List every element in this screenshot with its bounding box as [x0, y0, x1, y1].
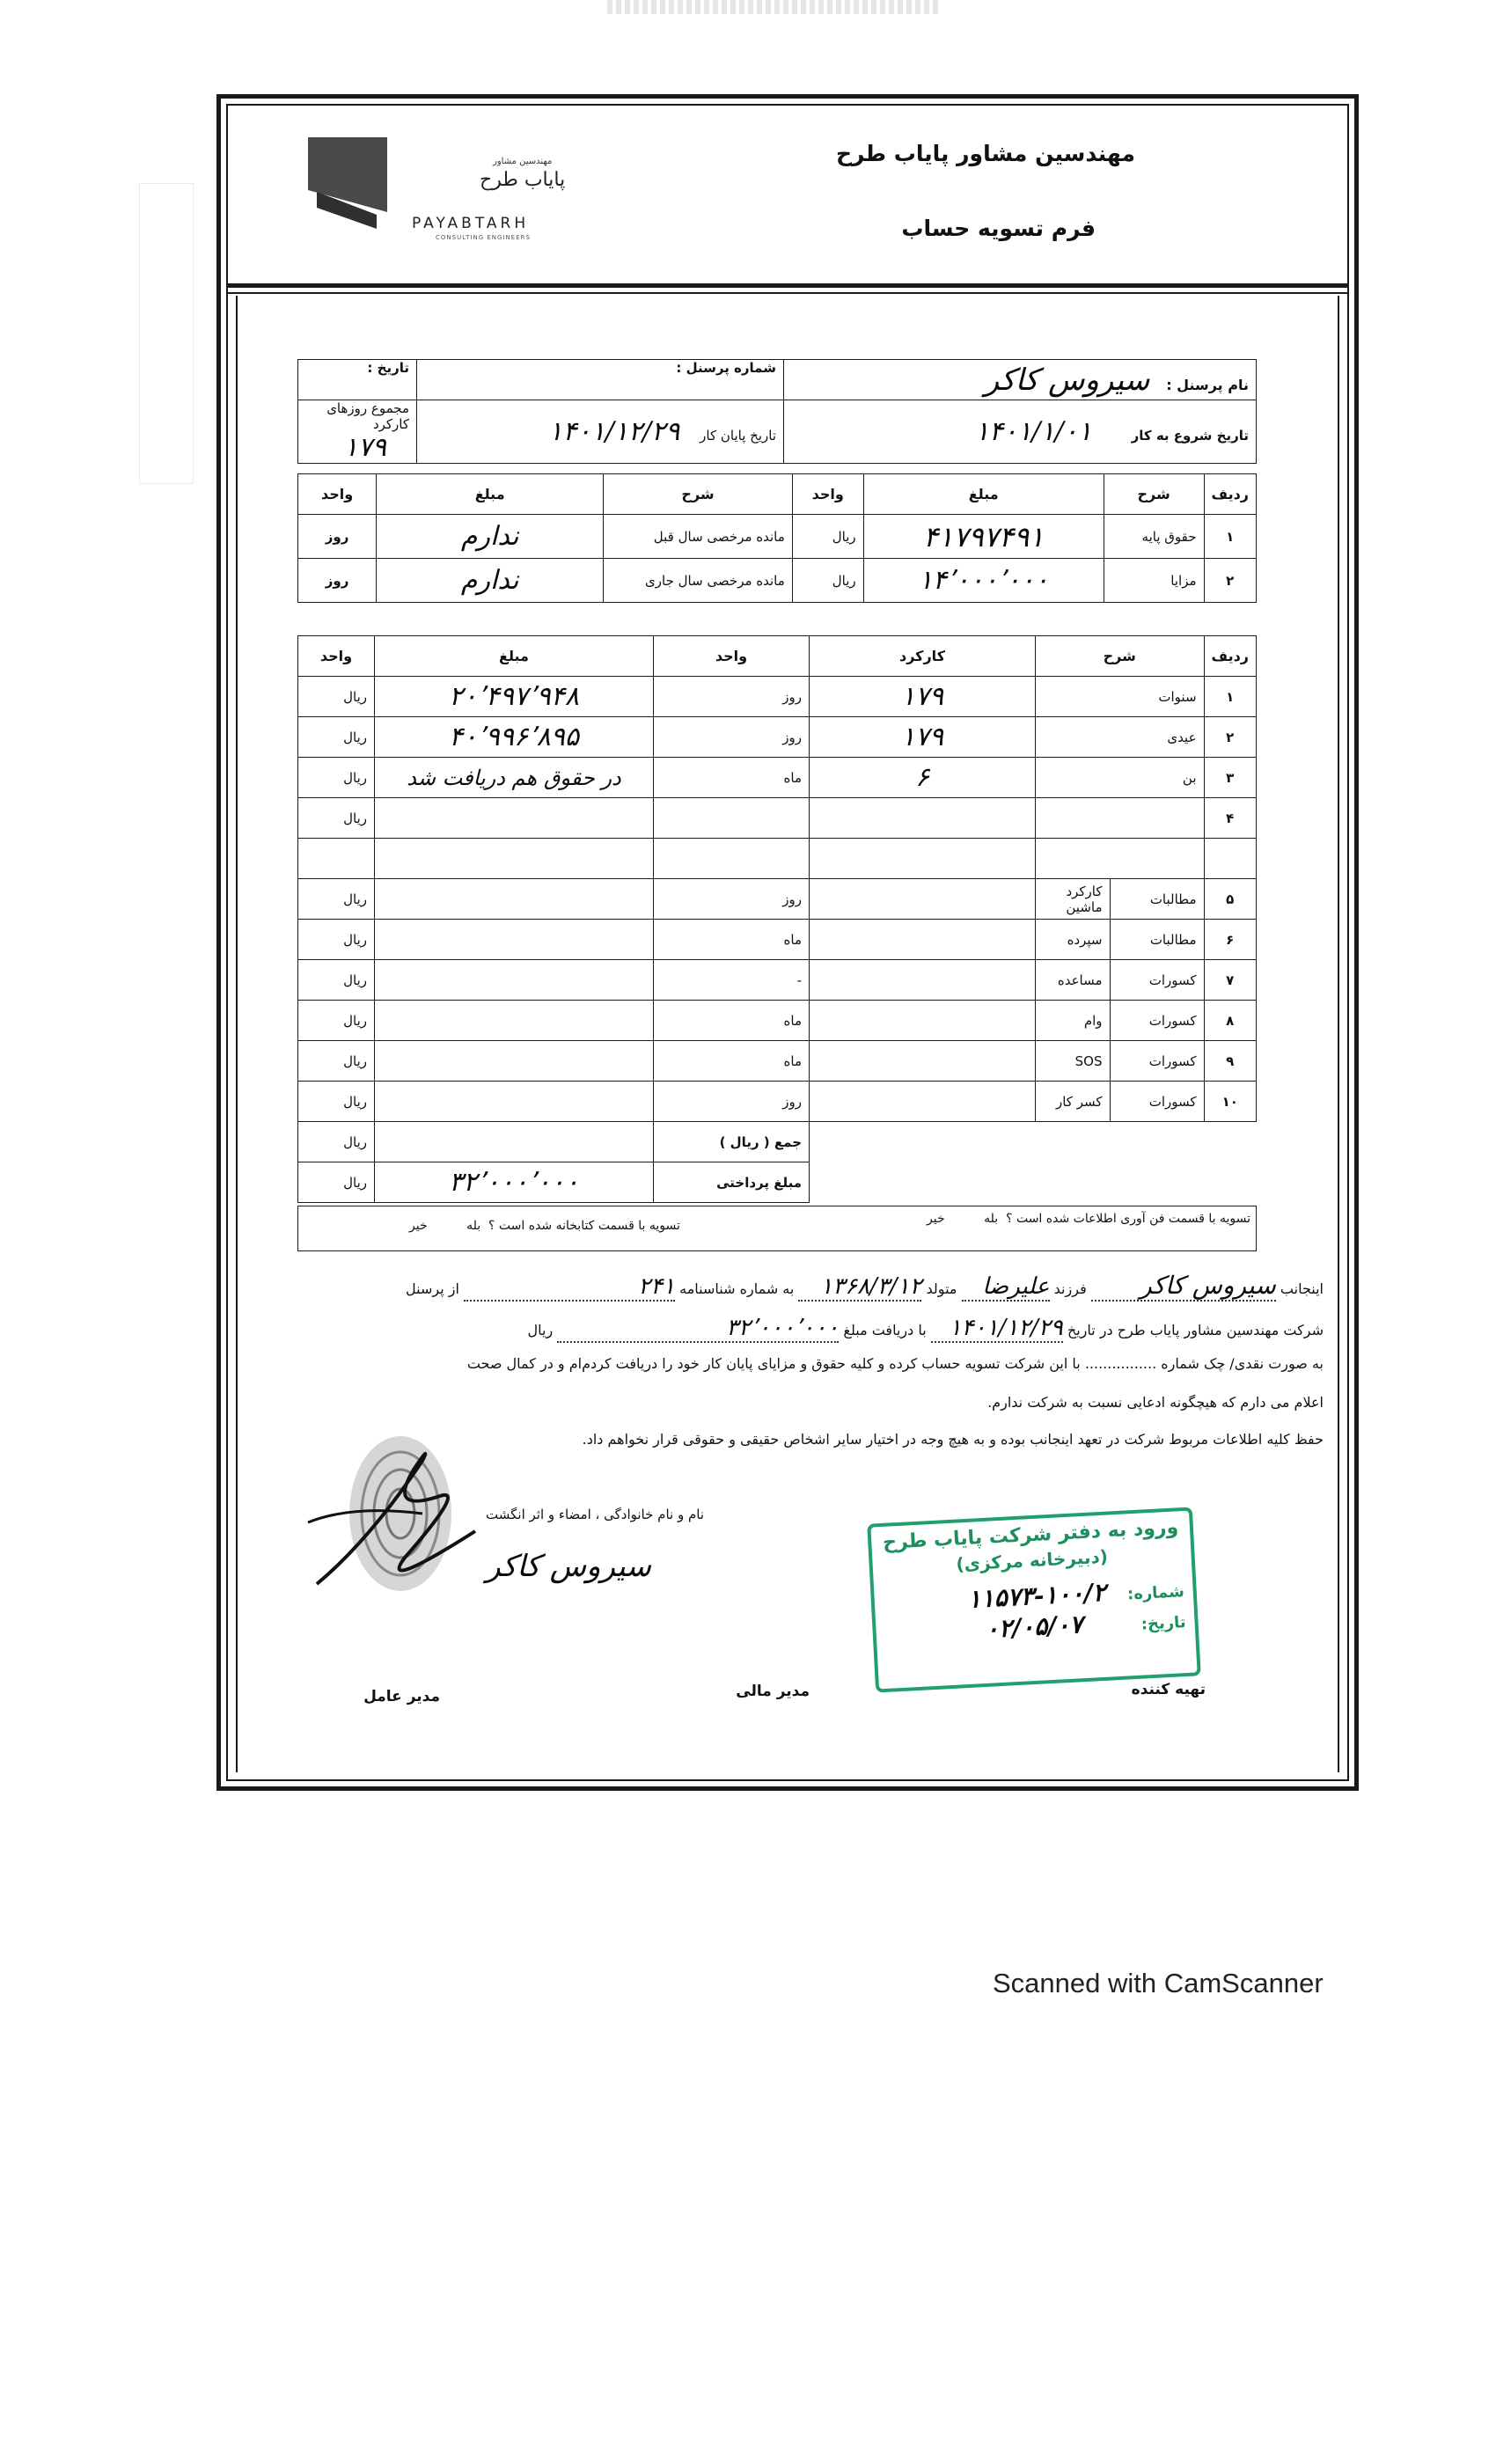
row-desc: [1036, 798, 1205, 839]
row-work: ۱۷۹: [810, 677, 1036, 717]
end-cell: [417, 400, 784, 464]
row-amount: ۲۰٬۴۹۷٬۹۴۸: [375, 677, 654, 717]
row-desc: حقوق پایه: [1104, 515, 1204, 559]
t1-header-row-no: ردیف: [1204, 474, 1256, 515]
row-desc: [1036, 839, 1205, 879]
row-cur: ریال: [298, 758, 375, 798]
row-work: [810, 1041, 1036, 1082]
pay-amount: ۳۲٬۰۰۰٬۰۰۰: [375, 1162, 654, 1203]
settlement-checks: [297, 1206, 1257, 1251]
row-cur: ریال: [298, 1001, 375, 1041]
decl-name: سیروس کاکر: [1091, 1271, 1276, 1302]
row-number: ۵: [1204, 879, 1256, 920]
t1-header-unit2: واحد: [298, 474, 377, 515]
scan-artifact-top: [607, 0, 942, 14]
row-amount: [375, 1082, 654, 1122]
row-amount: [375, 960, 654, 1001]
row-cur: ریال: [298, 717, 375, 758]
row-amount: [375, 879, 654, 920]
decl-l2-c: ریال: [527, 1322, 554, 1338]
decl-line-3: به صورت نقدی/ چک شماره ................ با این شرکت تسویه حساب کرده و کلیه حقوق و مزایای پایان کار خود را دریافت کردم‌ام و در کمال صحت: [466, 1355, 1324, 1372]
row-unit: ماه: [654, 1001, 810, 1041]
decl-l1-d: به شماره شناسنامه: [679, 1280, 795, 1297]
company-logo: [308, 134, 598, 248]
table-row: [298, 920, 1257, 960]
row-desc2: سپرده: [1036, 920, 1111, 960]
stamp-date-value: ۰۲/۰۵/۰۷: [985, 1610, 1084, 1644]
table-row: [298, 515, 1257, 559]
row-desc2: SOS: [1036, 1041, 1111, 1082]
decl-l2-a: شرکت مهندسین مشاور پایاب طرح در تاریخ: [1067, 1322, 1324, 1338]
sum-row: [298, 1122, 1257, 1162]
t2-header-row-no: ردیف: [1204, 636, 1256, 677]
t1-header-desc: شرح: [1104, 474, 1204, 515]
finance-manager-label: مدیر مالی: [736, 1683, 810, 1700]
decl-amount: ۳۲٬۰۰۰٬۰۰۰: [557, 1315, 839, 1343]
decl-l1-b: فرزند: [1053, 1280, 1087, 1297]
row-number: ۳: [1204, 758, 1256, 798]
row-desc: کسورات: [1110, 1082, 1204, 1122]
total-days-label: مجموع روزهای کارکرد: [326, 400, 409, 432]
sign-label: نام و نام خانوادگی ، امضاء و اثر انگشت: [486, 1507, 704, 1522]
stamp-line2: (دبیرخانه مرکزی): [955, 1545, 1109, 1575]
table-row: [298, 758, 1257, 798]
row-number: ۲: [1204, 559, 1256, 603]
sum-cur: ریال: [298, 1122, 375, 1162]
row-number: ۶: [1204, 920, 1256, 960]
total-days-value: ۱۷۹: [343, 432, 386, 463]
t2-header-cur: واحد: [298, 636, 375, 677]
row-cur: ریال: [298, 879, 375, 920]
logo-fa-top: مهندسین مشاور: [493, 157, 553, 166]
row-unit: ریال: [792, 559, 863, 603]
decl-id: ۲۴۱: [464, 1273, 675, 1302]
row-number: [1204, 839, 1256, 879]
row-unit2: روز: [298, 515, 377, 559]
personnel-no-label: شماره پرسنل :: [676, 360, 776, 376]
row-desc2: مساعده: [1036, 960, 1111, 1001]
row-number: ۷: [1204, 960, 1256, 1001]
camscanner-watermark: Scanned with CamScanner: [993, 1968, 1324, 1998]
row-work: [810, 879, 1036, 920]
company-name: مهندسین مشاور پایاب طرح: [835, 141, 1135, 166]
row-desc: کسورات: [1110, 1041, 1204, 1082]
t1-header-amount2: مبلغ: [377, 474, 604, 515]
lib-settle: تسویه با قسمت کتابخانه شده است ؟ بله خیر: [409, 1219, 680, 1233]
stamp-num-value: ۱۰۰/۲-۱۱۵۷۳: [966, 1577, 1107, 1614]
logo-fa: پایاب طرح: [480, 169, 566, 191]
row-cur: ریال: [298, 1041, 375, 1082]
t1-header-amount: مبلغ: [863, 474, 1104, 515]
preparer-label: تهیه کننده: [1131, 1681, 1206, 1698]
row-unit: [654, 798, 810, 839]
row-cur: ریال: [298, 798, 375, 839]
row-cur: ریال: [298, 677, 375, 717]
name-cell: [784, 360, 1257, 400]
t2-header-work: کارکرد: [810, 636, 1036, 677]
row-desc: کسورات: [1110, 1001, 1204, 1041]
t2-header-amount: مبلغ: [375, 636, 654, 677]
row-cur: ریال: [298, 920, 375, 960]
row-desc: بن: [1036, 758, 1205, 798]
row-work: [810, 960, 1036, 1001]
t2-header-unit: واحد: [654, 636, 810, 677]
table-row: [298, 960, 1257, 1001]
name-label: نام پرسنل :: [1166, 376, 1249, 393]
row-work: [810, 839, 1036, 879]
header-divider-thin: [226, 292, 1349, 294]
row-unit: ریال: [792, 515, 863, 559]
row-unit: ماه: [654, 920, 810, 960]
decl-l2-b: با دریافت مبلغ: [843, 1322, 927, 1338]
decl-line-2: [528, 1315, 1324, 1343]
decl-line-5: حفظ کلیه اطلاعات مربوط شرکت در تعهد اینجانب بوده و به هیچ وجه در اختیار سایر اشخاص حقیقی و حقوقی قرار نخواهم داد.: [582, 1431, 1324, 1448]
row-number: ۱: [1204, 515, 1256, 559]
row-unit2: روز: [298, 559, 377, 603]
sign-name: سیروس کاکر: [486, 1549, 651, 1584]
stamp-date-label: تاریخ:: [1140, 1613, 1187, 1634]
row-amount: ۴۱۷۹۷۴۹۱: [863, 515, 1104, 559]
form-title: فرم تسویه حساب: [901, 216, 1096, 241]
row-amount: ۱۴٬۰۰۰٬۰۰۰: [863, 559, 1104, 603]
table-row: [298, 559, 1257, 603]
t2-header-desc: شرح: [1036, 636, 1205, 677]
table-row: [298, 1041, 1257, 1082]
logo-mark-icon: [308, 137, 387, 241]
tech-settle: تسویه با قسمت فن آوری اطلاعات شده است ؟ بله خیر: [927, 1212, 1250, 1226]
row-amount: [375, 920, 654, 960]
row-work: ۶: [810, 758, 1036, 798]
decl-date: ۱۴۰۱/۱۲/۲۹: [931, 1315, 1063, 1343]
row-unit: روز: [654, 879, 810, 920]
row-amount2: ندارم: [377, 559, 604, 603]
salary-table: [297, 473, 1257, 603]
row-desc: کسورات: [1110, 960, 1204, 1001]
row-desc: مطالبات: [1110, 879, 1204, 920]
pay-label: مبلغ پرداختی: [654, 1162, 810, 1203]
personnel-no-cell: [417, 360, 784, 400]
decl-l1-c: متولد: [926, 1280, 957, 1297]
t1-header-unit: واحد: [792, 474, 863, 515]
row-work: [810, 1001, 1036, 1041]
decl-father: علیرضا: [962, 1273, 1050, 1302]
decl-l1-a: اینجانب: [1280, 1280, 1324, 1297]
row-work: [810, 1082, 1036, 1122]
start-value: ۱۴۰۱/۱/۰۱: [974, 416, 1092, 447]
settlement-table: [297, 635, 1257, 1203]
entry-stamp: [867, 1507, 1201, 1692]
scan-artifact-left: [139, 183, 194, 484]
row-cur: ریال: [298, 1082, 375, 1122]
table-row: [298, 798, 1257, 839]
decl-birth: ۱۳۶۸/۳/۱۲: [798, 1273, 921, 1302]
end-value: ۱۴۰۱/۱۲/۲۹: [548, 416, 680, 447]
ceo-label: مدیر عامل: [363, 1688, 440, 1705]
decl-line-4: اعلام می دارم که هیچگونه ادعایی نسبت به شرکت ندارم.: [987, 1394, 1324, 1411]
row-desc: عیدی: [1036, 717, 1205, 758]
row-desc2: مانده مرخصی سال قبل: [604, 515, 793, 559]
row-unit: روز: [654, 717, 810, 758]
row-amount: [375, 839, 654, 879]
row-unit: ماه: [654, 1041, 810, 1082]
payment-row: [298, 1162, 1257, 1203]
table-row: [298, 677, 1257, 717]
row-number: ۲: [1204, 717, 1256, 758]
start-cell: [784, 400, 1257, 464]
row-desc2: مانده مرخصی سال جاری: [604, 559, 793, 603]
stamp-num-label: شماره:: [1126, 1582, 1185, 1604]
row-cur: ریال: [298, 960, 375, 1001]
total-days-cell: [298, 400, 417, 464]
row-number: ۱: [1204, 677, 1256, 717]
row-desc2: کارکرد ماشین: [1036, 879, 1111, 920]
row-amount: [375, 1001, 654, 1041]
table-row: [298, 839, 1257, 879]
row-desc2: کسر کار: [1036, 1082, 1111, 1122]
decl-l1-e: از پرسنل: [406, 1280, 459, 1297]
row-desc: مطالبات: [1110, 920, 1204, 960]
signature-icon: [299, 1408, 510, 1619]
row-number: ۸: [1204, 1001, 1256, 1041]
row-unit: روز: [654, 677, 810, 717]
info-table: [297, 359, 1257, 464]
sum-amount: [375, 1122, 654, 1162]
row-number: ۴: [1204, 798, 1256, 839]
row-cur: [298, 839, 375, 879]
sum-label: جمع ( ریال ): [654, 1122, 810, 1162]
row-work: [810, 798, 1036, 839]
row-desc: سنوات: [1036, 677, 1205, 717]
date-label: تاریخ :: [367, 360, 409, 376]
row-number: ۹: [1204, 1041, 1256, 1082]
row-desc: مزایا: [1104, 559, 1204, 603]
start-label: تاریخ شروع به کار: [1131, 428, 1249, 444]
row-amount: ۴۰٬۹۹۶٬۸۹۵: [375, 717, 654, 758]
t1-header-desc2: شرح: [604, 474, 793, 515]
logo-en: PAYABTARH: [412, 215, 530, 232]
row-unit: روز: [654, 1082, 810, 1122]
row-desc2: وام: [1036, 1001, 1111, 1041]
decl-line-1: [406, 1271, 1324, 1302]
row-work: [810, 920, 1036, 960]
row-amount2: ندارم: [377, 515, 604, 559]
row-number: ۱۰: [1204, 1082, 1256, 1122]
table-row: [298, 879, 1257, 920]
end-label: تاریخ پایان کار: [700, 428, 776, 444]
row-unit: ماه: [654, 758, 810, 798]
row-work: ۱۷۹: [810, 717, 1036, 758]
header-divider: [226, 283, 1349, 288]
logo-sub: CONSULTING ENGINEERS: [436, 234, 531, 241]
date-cell: [298, 360, 417, 400]
row-amount: [375, 798, 654, 839]
stamp-line1: ورود به دفتر شرکت پایاب طرح: [882, 1516, 1179, 1554]
table-row: [298, 1082, 1257, 1122]
row-amount: [375, 1041, 654, 1082]
pay-cur: ریال: [298, 1162, 375, 1203]
row-unit: [654, 839, 810, 879]
row-amount: در حقوق هم دریافت شد: [375, 758, 654, 798]
table-row: [298, 1001, 1257, 1041]
name-value: سیروس کاکر: [984, 362, 1150, 398]
table-row: [298, 717, 1257, 758]
row-unit: -: [654, 960, 810, 1001]
